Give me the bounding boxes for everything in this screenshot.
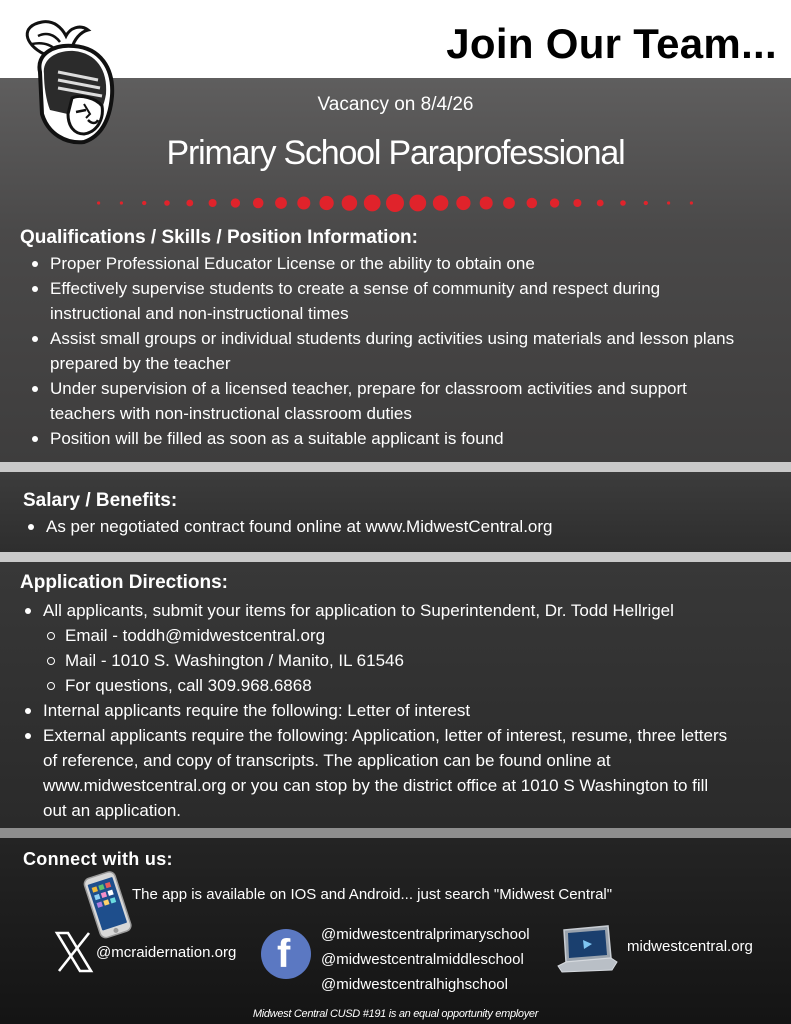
divider — [0, 828, 791, 838]
divider — [0, 462, 791, 472]
decorative-dot — [231, 198, 240, 207]
decorative-dot — [597, 200, 604, 207]
decorative-dot — [527, 198, 538, 209]
decorative-dots — [0, 188, 791, 218]
list-item: Effectively supervise students to create a sense of community and respect during instructional and non-instructional times — [24, 276, 744, 326]
facebook-handle-link[interactable]: @midwestcentralprimaryschool — [321, 926, 530, 943]
decorative-dot — [433, 195, 449, 211]
list-item: As per negotiated contract found online at www.MidwestCentral.org — [20, 514, 760, 539]
facebook-icon[interactable]: f — [261, 929, 311, 979]
x-handle-link[interactable]: @mcraidernation.org — [96, 944, 237, 961]
vacancy-date: Vacancy on 8/4/26 — [317, 94, 474, 115]
decorative-dot — [364, 195, 381, 212]
list-item: Internal applicants require the following: Letter of interest — [17, 698, 729, 723]
decorative-dot — [164, 200, 170, 206]
decorative-dot — [550, 198, 559, 207]
decorative-dot — [253, 198, 264, 209]
position-title: Primary School Paraprofessional — [166, 134, 625, 172]
list-item: External applicants require the following: Application, letter of interest, resume, three letters of reference, and copy of transcripts. The application can be found online at www.midwestcentral.org or you can stop by the district office at 1010 S Washington to fill out an application. — [17, 723, 729, 823]
divider — [0, 552, 791, 562]
facebook-handle-link[interactable]: @midwestcentralmiddleschool — [321, 951, 524, 968]
website-link[interactable]: midwestcentral.org — [627, 938, 753, 955]
decorative-dot — [97, 201, 100, 204]
salary-heading: Salary / Benefits: — [23, 490, 178, 511]
decorative-dot — [209, 199, 217, 207]
app-availability-text: The app is available on IOS and Android... just search "Midwest Central" — [132, 886, 613, 903]
sub-list-item: For questions, call 309.968.6868 — [43, 673, 729, 698]
application-heading: Application Directions: — [20, 572, 228, 593]
decorative-dot — [319, 196, 333, 210]
list-item: Position will be filled as soon as a suitable applicant is found — [24, 426, 744, 451]
decorative-dot — [503, 197, 515, 209]
laptop-icon — [556, 924, 618, 974]
facebook-handle-link[interactable]: @midwestcentralhighschool — [321, 976, 508, 993]
footer-disclaimer: Midwest Central CUSD #191 is an equal opportunity employer — [252, 1008, 539, 1020]
decorative-dot — [620, 200, 626, 206]
salary-panel — [0, 472, 791, 552]
decorative-dot — [186, 200, 193, 207]
list-item-text: All applicants, submit your items for application to Superintendent, Dr. Todd Hellrigel — [43, 601, 674, 620]
connect-heading: Connect with us: — [23, 849, 173, 869]
page-title: Join Our Team... — [446, 20, 777, 67]
decorative-dot — [456, 196, 470, 210]
decorative-dot — [644, 201, 648, 205]
sub-list-item: Mail - 1010 S. Washington / Manito, IL 61546 — [43, 648, 729, 673]
decorative-dot — [409, 195, 426, 212]
decorative-dot — [142, 201, 146, 205]
decorative-dot — [120, 201, 123, 204]
list-item: Under supervision of a licensed teacher, prepare for classroom activities and support teachers with non-instructional classroom duties — [24, 376, 744, 426]
list-item — [17, 598, 729, 698]
facebook-handles — [321, 922, 530, 997]
decorative-dot — [386, 194, 404, 212]
qualifications-list — [24, 251, 744, 451]
decorative-dot — [275, 197, 287, 209]
application-list — [17, 598, 729, 823]
decorative-dot — [667, 201, 670, 204]
decorative-dot — [480, 196, 493, 209]
decorative-dot — [297, 196, 310, 209]
decorative-dot — [690, 201, 693, 204]
decorative-dot — [573, 199, 581, 207]
salary-list — [20, 514, 760, 539]
knight-logo-icon — [14, 14, 122, 146]
sub-list-item: Email - toddh@midwestcentral.org — [43, 623, 729, 648]
contact-sublist — [43, 623, 729, 698]
list-item: Proper Professional Educator License or the ability to obtain one — [24, 251, 744, 276]
x-logo-icon[interactable] — [54, 930, 94, 974]
list-item: Assist small groups or individual students during activities using materials and lesson plans prepared by the teacher — [24, 326, 744, 376]
qualifications-heading: Qualifications / Skills / Position Information: — [20, 227, 418, 248]
decorative-dot — [342, 195, 358, 211]
